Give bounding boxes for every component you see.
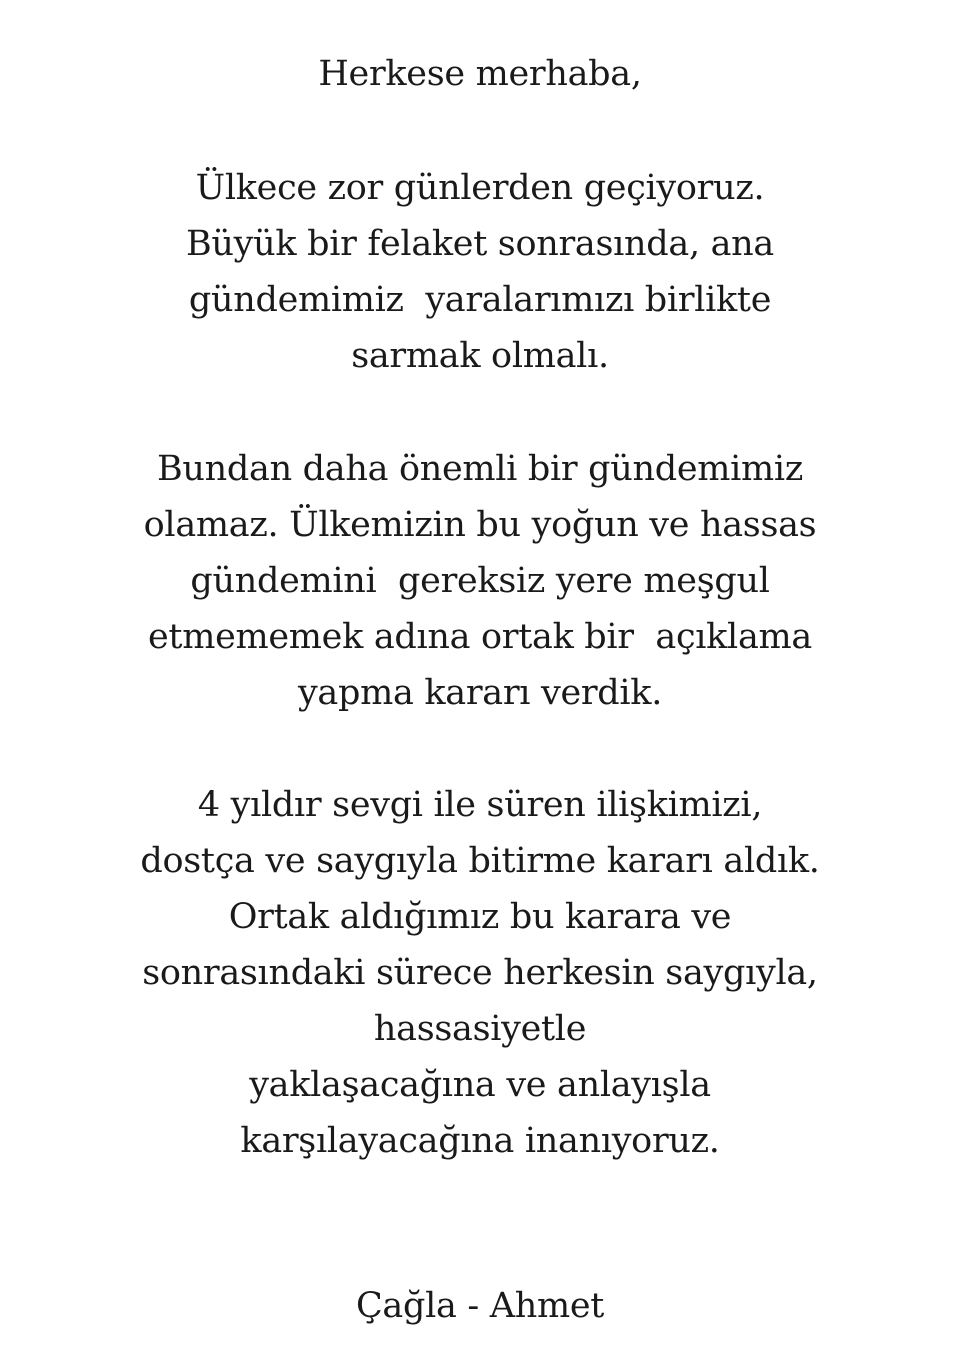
paragraph-3-line-4: sonrasındaki sürece herkesin saygıyla, (142, 953, 818, 993)
paragraph-2-line-3: gündemini gereksiz yere meşgul (190, 561, 770, 601)
paragraph-3-line-6: yaklaşacağına ve anlayışla (249, 1065, 711, 1105)
paragraph-1-line-1: Ülkece zor günlerden geçiyoruz. (195, 168, 765, 208)
greeting: Herkese merhaba, (318, 54, 642, 94)
paragraph-2-line-5: yapma kararı verdik. (297, 673, 663, 713)
signature: Çağla - Ahmet (355, 1286, 605, 1326)
paragraph-2-line-1: Bundan daha önemli bir gündemimiz (157, 449, 803, 489)
paragraph-3-line-7: karşılayacağına inanıyoruz. (240, 1121, 720, 1161)
paragraph-3-line-1: 4 yıldır sevgi ile süren ilişkimizi, (197, 785, 763, 825)
paragraph-1-line-2: Büyük bir felaket sonrasında, ana (186, 224, 774, 264)
paragraph-3-line-5: hassasiyetle (373, 1009, 587, 1049)
paragraph-1-line-4: sarmak olmalı. (351, 336, 609, 376)
paragraph-2-line-4: etmememek adına ortak bir açıklama (148, 617, 812, 657)
paragraph-3-line-3: Ortak aldığımız bu karara ve (228, 897, 732, 937)
paragraph-3-line-2: dostça ve saygıyla bitirme kararı aldık. (140, 841, 820, 881)
paragraph-2-line-2: olamaz. Ülkemizin bu yoğun ve hassas (143, 505, 817, 545)
paragraph-1-line-3: gündemimiz yaralarımızı birlikte (188, 280, 772, 320)
